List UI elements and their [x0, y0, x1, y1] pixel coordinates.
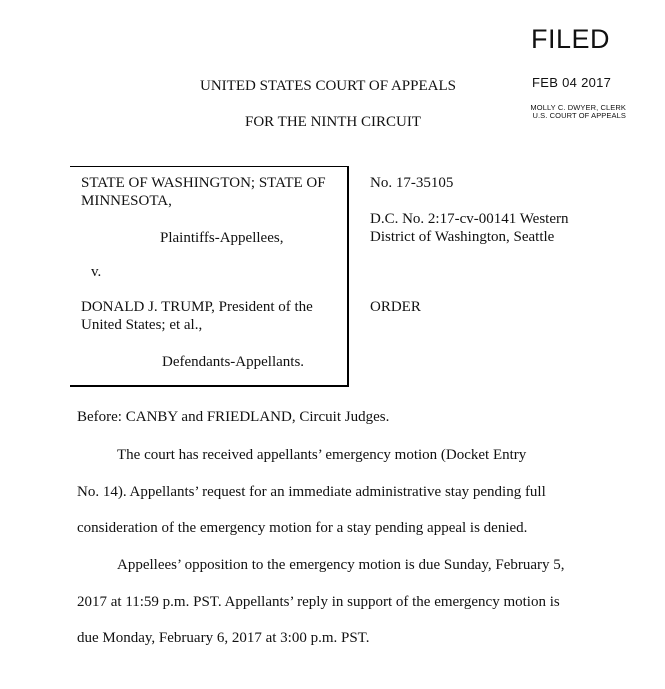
defendant-names: DONALD J. TRUMP, President of the United States; et al., [81, 299, 313, 333]
circuit-name: FOR THE NINTH CIRCUIT [245, 114, 421, 130]
court-name: UNITED STATES COURT OF APPEALS [200, 78, 456, 94]
defendant-role: Defendants-Appellants. [162, 354, 305, 370]
clerk-name: MOLLY C. DWYER, CLERK [530, 103, 626, 112]
filed-date: FEB 04 2017 [532, 75, 612, 90]
versus-label: v. [91, 264, 102, 280]
paragraph-1-line-2: No. 14). Appellants’ request for an immediate administrative stay pending full [77, 484, 546, 500]
paragraph-1-line-1: The court has received appellants’ emergency motion (Docket Entry [117, 447, 527, 463]
clerk-office: U.S. COURT OF APPEALS [532, 110, 626, 120]
clerk-block [506, 104, 626, 119]
paragraph-2-line-3: due Monday, February 6, 2017 at 3:00 p.m. PST. [77, 630, 370, 646]
paragraph-2-line-2: 2017 at 11:59 p.m. PST. Appellants’ reply in support of the emergency motion is [77, 594, 560, 610]
case-number: No. 17-35105 [370, 175, 454, 191]
order-title: ORDER [370, 299, 421, 315]
plaintiff-names: STATE OF WASHINGTON; STATE OF MINNESOTA, [81, 175, 326, 209]
plaintiff-role: Plaintiffs-Appellees, [160, 230, 284, 246]
district-court-number: D.C. No. 2:17-cv-00141 Western District of Washington, Seattle [370, 211, 569, 245]
panel-line: Before: CANBY and FRIEDLAND, Circuit Judges. [77, 409, 390, 425]
filed-stamp: FILED [531, 24, 611, 54]
paragraph-2-line-1: Appellees’ opposition to the emergency motion is due Sunday, February 5, [117, 557, 565, 573]
paragraph-1-line-3: consideration of the emergency motion for a stay pending appeal is denied. [77, 520, 528, 536]
